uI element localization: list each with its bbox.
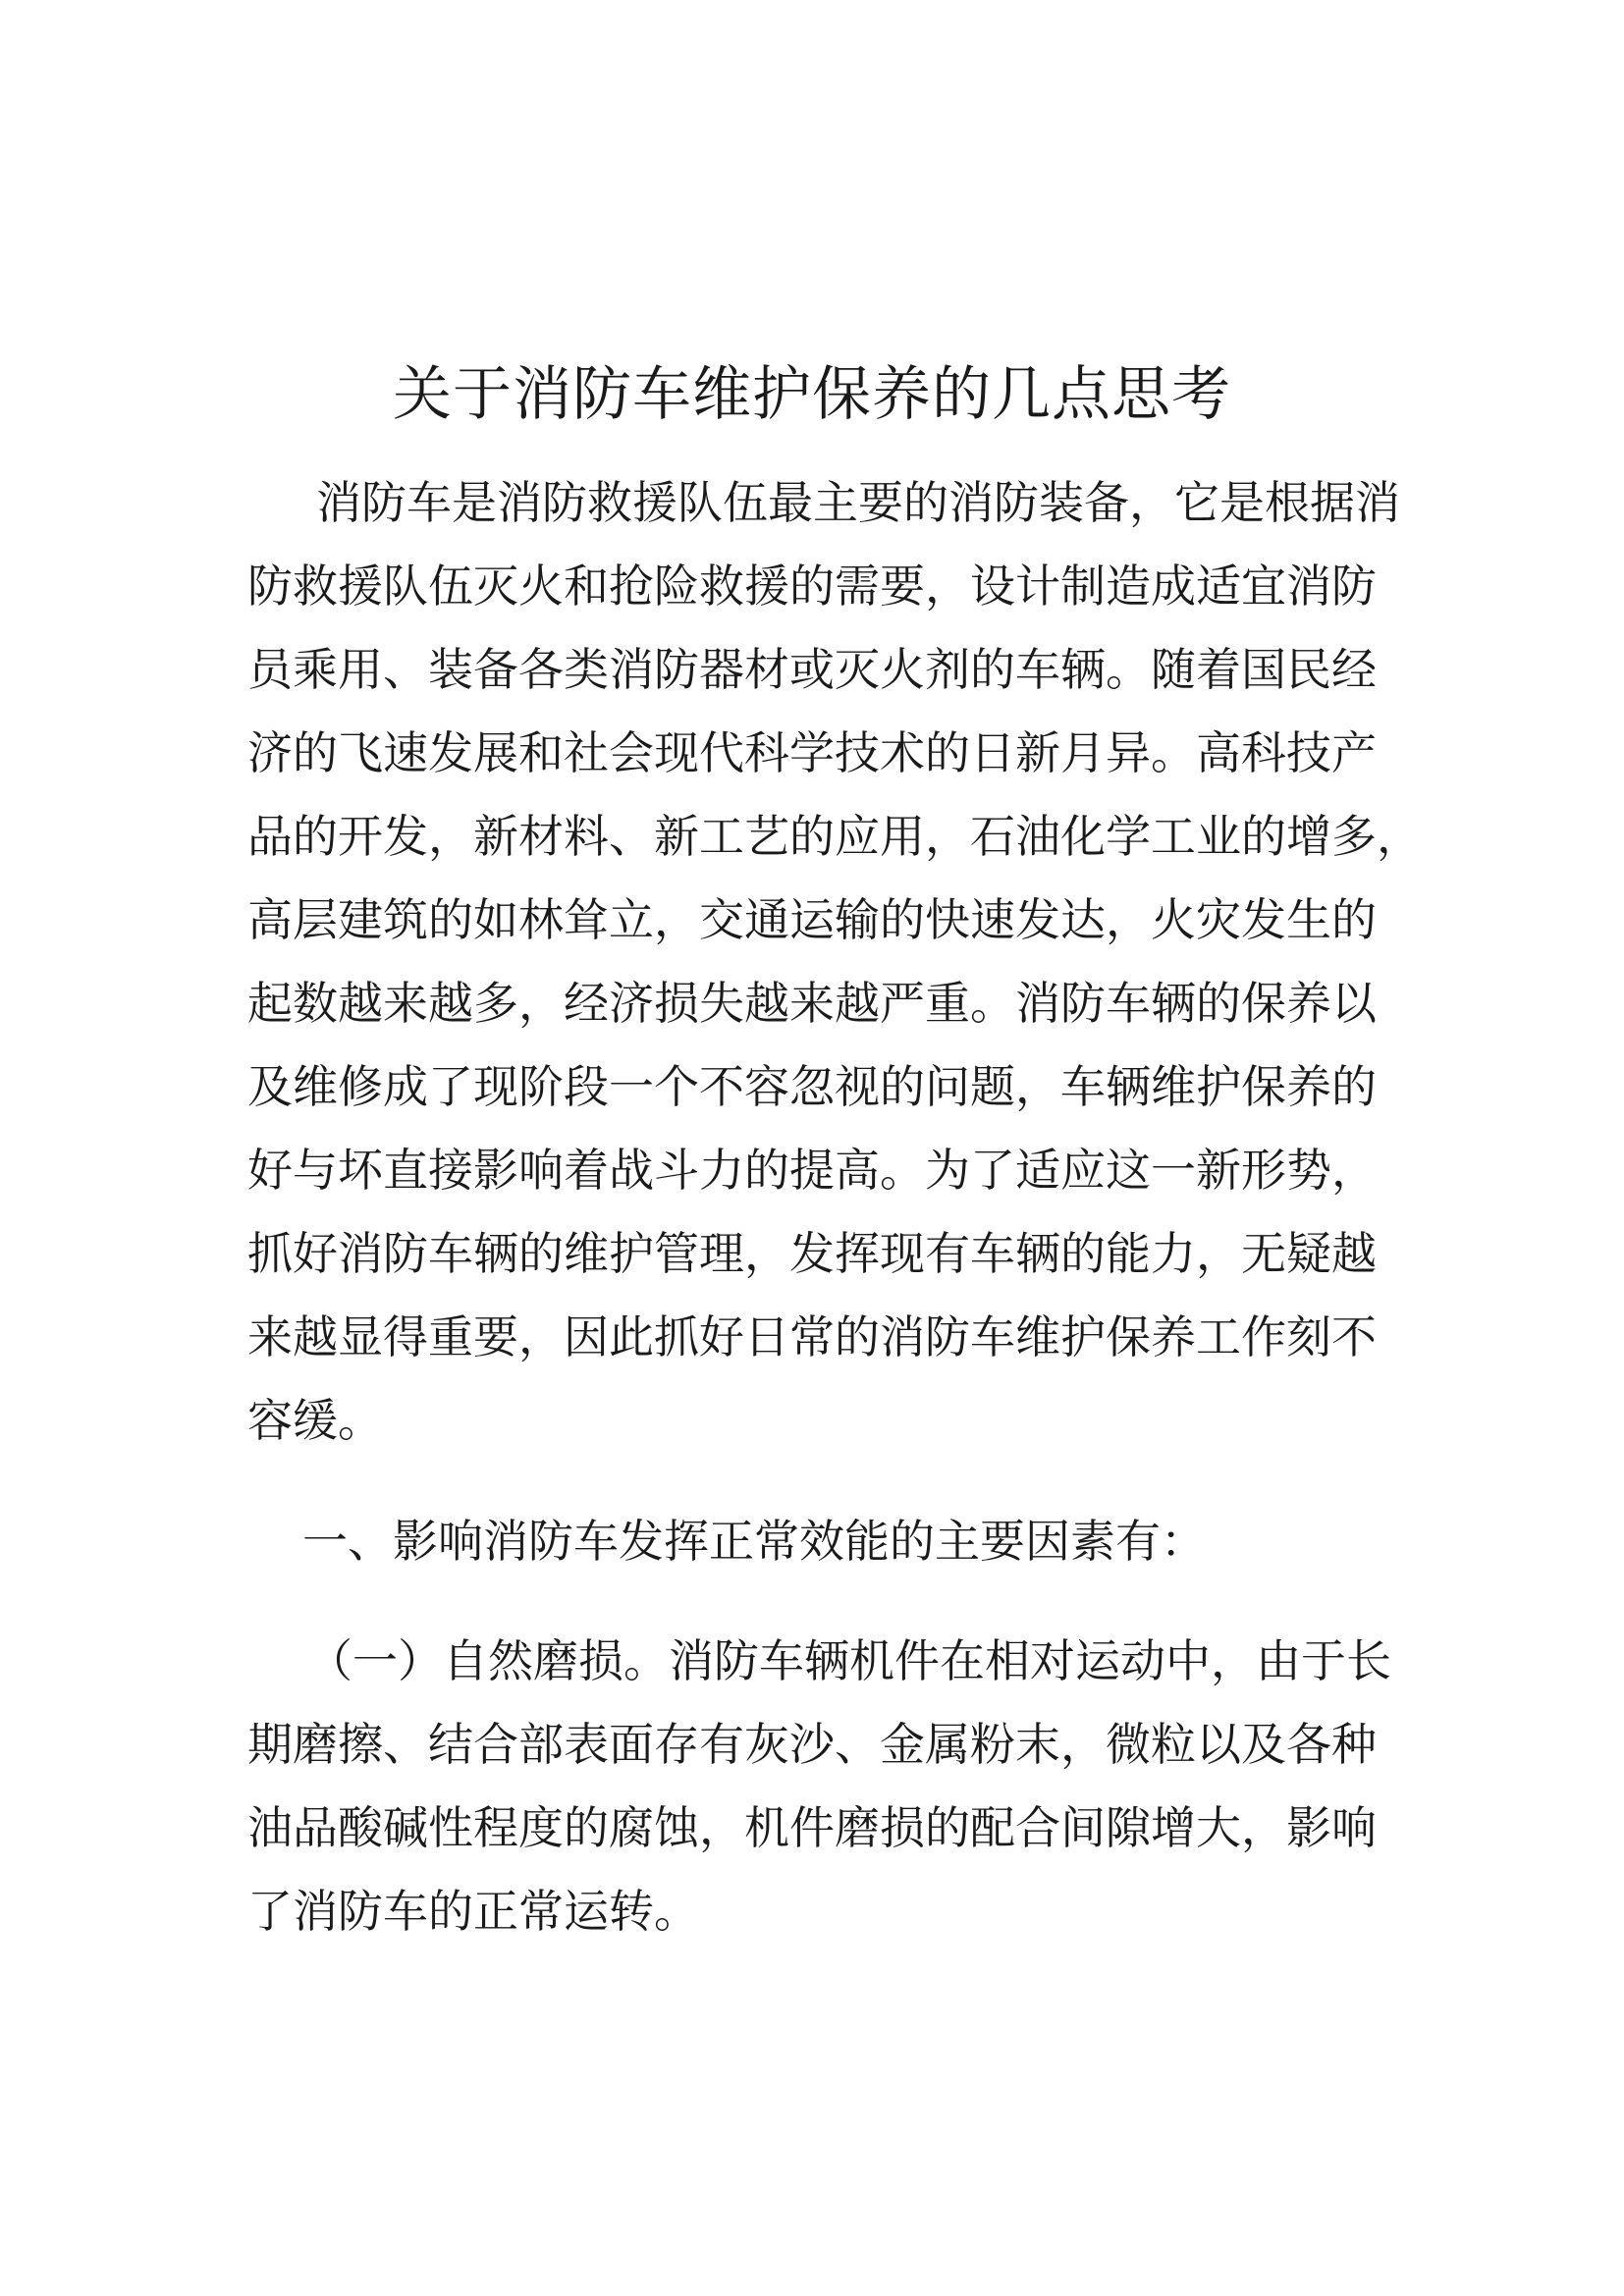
paragraph-line: 抓好消防车辆的维护管理，发挥现有车辆的能力，无疑越: [247, 1227, 1377, 1280]
paragraph-line: 员乘用、装备各类消防器材或灭火剂的车辆。随着国民经: [247, 643, 1377, 696]
paragraph-line: 及维修成了现阶段一个不容忽视的问题，车辆维护保养的: [247, 1060, 1377, 1113]
document-title: 关于消防车维护保养的几点思考: [393, 360, 1231, 429]
paragraph-line: 容缓。: [247, 1394, 383, 1447]
paragraph-line: 好与坏直接影响着战斗力的提高。为了适应这一新形势，: [247, 1144, 1377, 1197]
paragraph-line: 来越显得重要，因此抓好日常的消防车维护保养工作刻不: [247, 1310, 1377, 1363]
paragraph-line: 消防车是消防救援队伍最主要的消防装备，它是根据消: [316, 476, 1400, 529]
section-heading: 一、影响消防车发挥正常效能的主要因素有：: [302, 1515, 1206, 1568]
paragraph-line: 品的开发，新材料、新工艺的应用，石油化学工业的增多，: [247, 810, 1422, 863]
paragraph-line: 济的飞速发展和社会现代科学技术的日新月异。高科技产: [247, 726, 1377, 779]
paragraph-line: 了消防车的正常运转。: [247, 1885, 699, 1938]
paragraph-line: 期磨擦、结合部表面存有灰沙、金属粉末，微粒以及各种: [247, 1718, 1377, 1771]
paragraph-line: 起数越来越多，经济损失越来越严重。消防车辆的保养以: [247, 977, 1377, 1030]
paragraph-line: 油品酸碱性程度的腐蚀，机件磨损的配合间隙增大，影响: [247, 1801, 1377, 1854]
paragraph-line: 高层建筑的如林耸立，交通运输的快速发达，火灾发生的: [247, 893, 1377, 946]
paragraph-line: 防救援队伍灭火和抢险救援的需要，设计制造成适宜消防: [247, 560, 1377, 613]
paragraph-line: （一）自然磨损。消防车辆机件在相对运动中，由于长: [307, 1634, 1391, 1687]
